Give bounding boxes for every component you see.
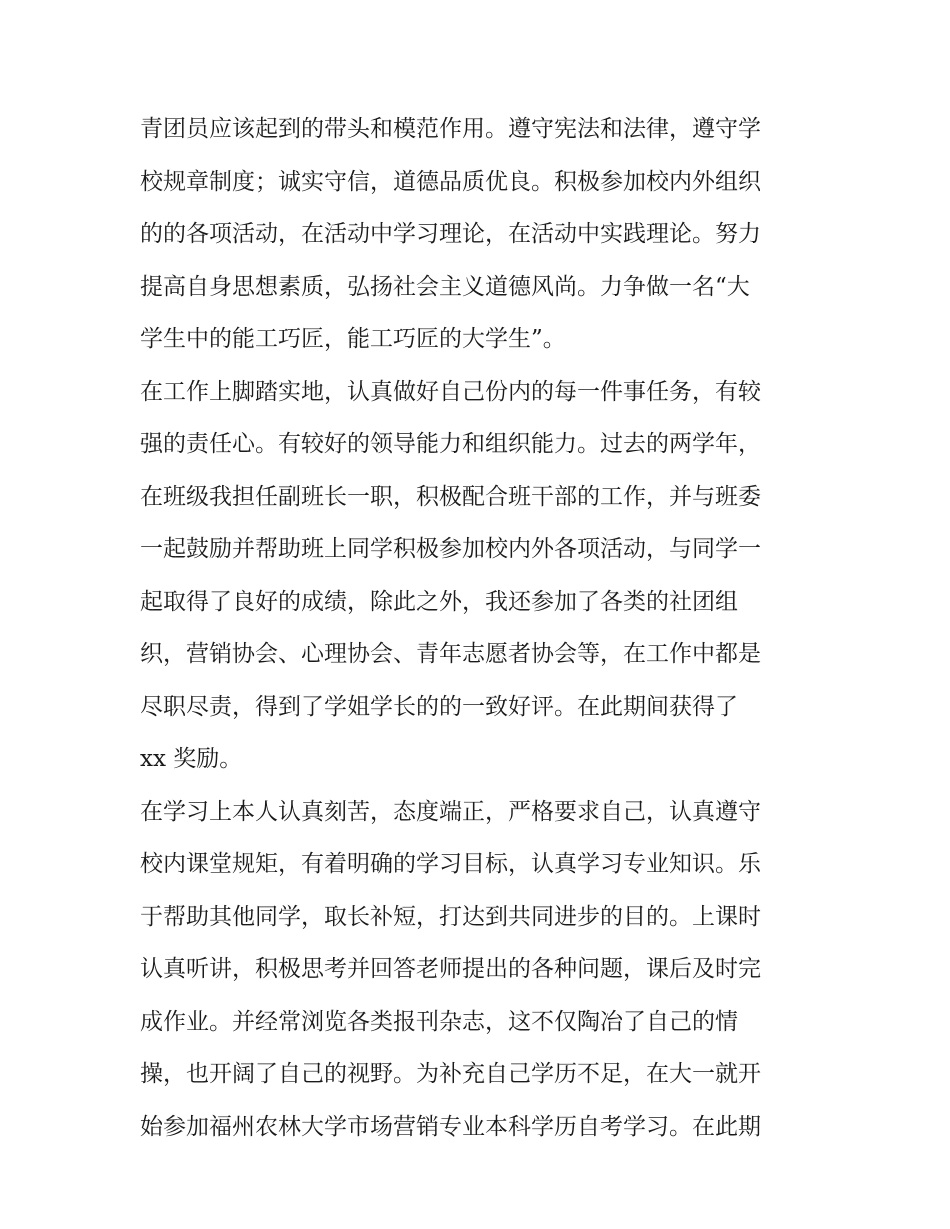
text-line: 在学习上本人认真刻苦，态度端正，严格要求自己，认真遵守 — [140, 798, 761, 825]
text-line: 的的各项活动，在活动中学习理论，在活动中实践理论。努力 — [140, 221, 761, 247]
text-line: 校规章制度；诚实守信，道德品质优良。积极参加校内外组织 — [140, 168, 761, 195]
text-line: 在班级我担任副班长一职，积极配合班干部的工作，并与班委 — [140, 483, 761, 510]
text-line: 提高自身思想素质，弘扬社会主义道德风尚。力争做一名“大 — [140, 273, 750, 300]
text-line: 校内课堂规矩，有着明确的学习目标，认真学习专业知识。乐 — [140, 851, 761, 877]
text-line: 尽职尽责，得到了学姐学长的的一致好评。在此期间获得了 — [140, 693, 738, 720]
text-line: 操，也开阔了自己的视野。为补充自己学历不足，在大一就开 — [140, 1061, 761, 1087]
text-line: 强的责任心。有较好的领导能力和组织能力。过去的两学年， — [140, 431, 761, 457]
text-line: 青团员应该起到的带头和模范作用。遵守宪法和法律，遵守学 — [140, 116, 761, 142]
text-line: 始参加福州农林大学市场营销专业本科学历自考学习。在此期 — [140, 1113, 761, 1140]
text-line: 织，营销协会、心理协会、青年志愿者协会等，在工作中都是 — [140, 641, 761, 667]
text-line: 成作业。并经常浏览各类报刊杂志，这不仅陶冶了自己的情 — [140, 1008, 738, 1035]
body-text — [140, 103, 820, 1153]
text-line: 一起鼓励并帮助班上同学积极参加校内外各项活动，与同学一 — [140, 536, 761, 562]
text-line: 于帮助其他同学，取长补短，打达到共同进步的目的。上课时 — [140, 903, 761, 930]
text-line: xx 奖励。 — [140, 746, 243, 772]
text-line: 起取得了良好的成绩，除此之外，我还参加了各类的社团组 — [140, 588, 738, 615]
text-line: 认真听讲，积极思考并回答老师提出的各种问题，课后及时完 — [140, 956, 761, 982]
text-line: 学生中的能工巧匠，能工巧匠的大学生”。 — [140, 326, 566, 352]
text-line: 在工作上脚踏实地，认真做好自己份内的每一件事任务，有较 — [140, 378, 761, 405]
